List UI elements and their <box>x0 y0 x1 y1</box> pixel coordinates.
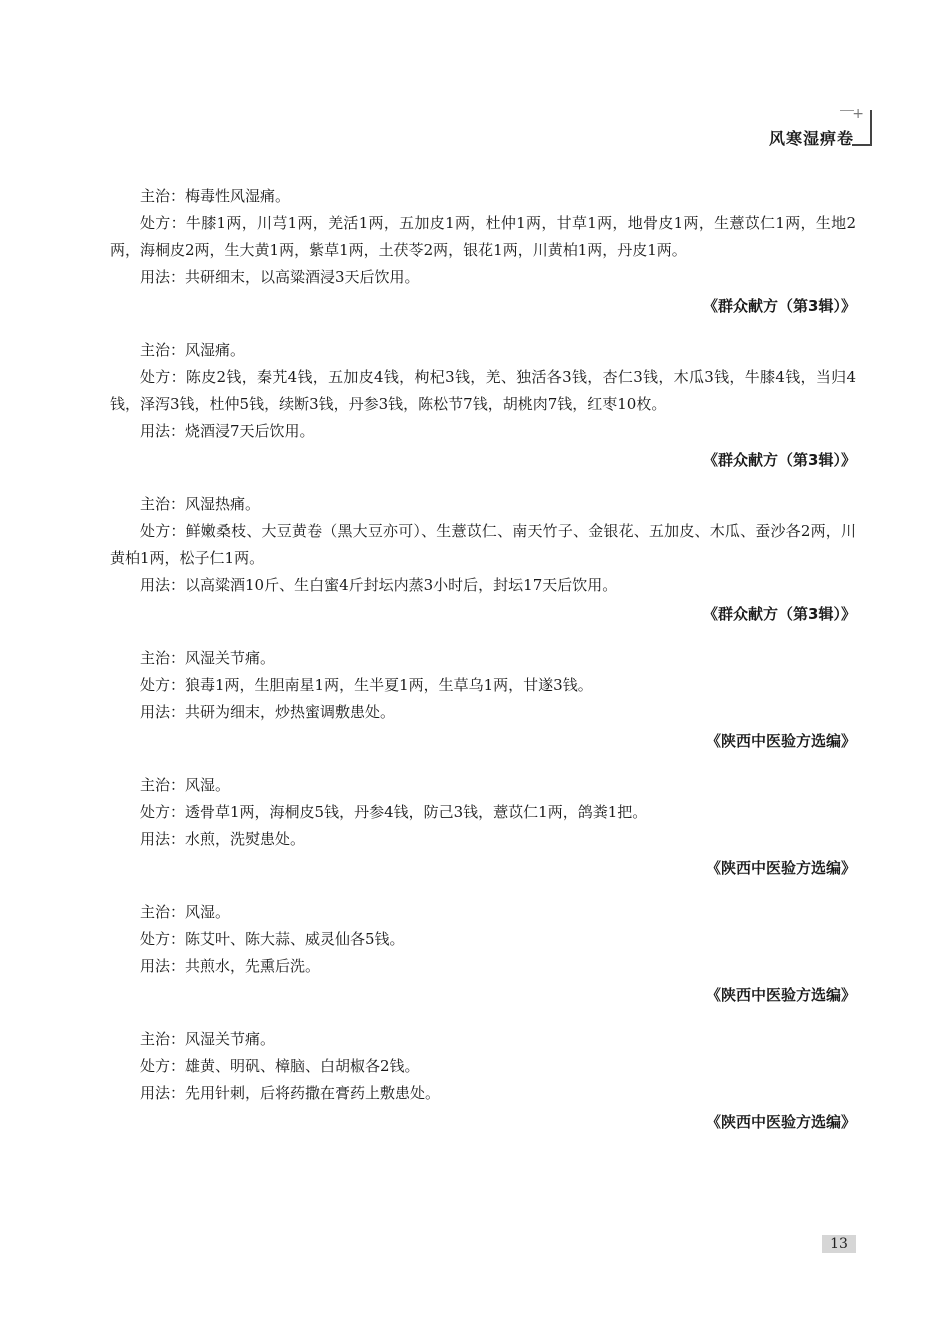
prescription-line: 处方：陈艾叶、陈大蒜、威灵仙各5钱。 <box>140 930 405 948</box>
indication-line: 主治：梅毒性风湿痛。 <box>140 187 291 205</box>
usage-line: 用法：以高粱酒10斤、生白蜜4斤封坛内蒸3小时后，封坛17天后饮用。 <box>140 576 618 594</box>
source-citation: 《陕西中医验方选编》 <box>705 986 856 1004</box>
source-citation: 《陕西中医验方选编》 <box>705 859 856 877</box>
running-header <box>672 106 872 148</box>
indication-line: 主治：风湿热痛。 <box>140 495 261 513</box>
prescription-line: 处方：透骨草1两，海桐皮5钱，丹参4钱，防己3钱，薏苡仁1两，鸽粪1把。 <box>140 803 648 821</box>
usage-line: 用法：共研细末，以高粱酒浸3天后饮用。 <box>140 268 420 286</box>
prescription-entry <box>110 491 856 627</box>
prescription-line: 处方：牛膝1两，川芎1两，羌活1两，五加皮1两，杜仲1两，甘草1两，地骨皮1两，生薏苡仁1两，生地2两，海桐皮2两，生大黄1两，紫草1两，土茯苓2两，银花1两，川黄柏1两，丹皮1两。 <box>110 214 856 259</box>
indication-line: 主治：风湿关节痛。 <box>140 1030 276 1048</box>
indication-line: 主治：风湿关节痛。 <box>140 649 276 667</box>
usage-line: 用法：烧酒浸7天后饮用。 <box>140 422 315 440</box>
source-citation: 《陕西中医验方选编》 <box>705 732 856 750</box>
prescription-entry <box>110 337 856 473</box>
prescription-line: 处方：雄黄、明矾、樟脑、白胡椒各2钱。 <box>140 1057 420 1075</box>
section-title: 风寒湿痹卷 <box>768 129 854 148</box>
prescription-line: 处方：狼毒1两，生胆南星1两，生半夏1两，生草乌1两，甘遂3钱。 <box>140 676 593 694</box>
prescription-entry <box>110 1026 856 1135</box>
source-citation: 《群众献方（第3辑）》 <box>703 451 856 469</box>
usage-line: 用法：水煎，洗熨患处。 <box>140 830 306 848</box>
prescription-entry <box>110 183 856 319</box>
page-body <box>110 183 856 1153</box>
corner-bracket-icon <box>852 106 872 146</box>
source-citation: 《群众献方（第3辑）》 <box>703 605 856 623</box>
source-citation: 《陕西中医验方选编》 <box>705 1113 856 1131</box>
prescription-entry <box>110 899 856 1008</box>
prescription-entry <box>110 772 856 881</box>
source-citation: 《群众献方（第3辑）》 <box>703 297 856 315</box>
usage-line: 用法：先用针刺，后将药撒在膏药上敷患处。 <box>140 1084 441 1102</box>
page-number: 13 <box>822 1235 856 1253</box>
prescription-line: 处方：陈皮2钱，秦艽4钱，五加皮4钱，枸杞3钱，羌、独活各3钱，杏仁3钱，木瓜3钱，牛膝4钱，当归4钱，泽泻3钱，杜仲5钱，续断3钱，丹参3钱，陈松节7钱，胡桃肉7钱，红枣10枚。 <box>110 368 856 413</box>
indication-line: 主治：风湿。 <box>140 903 231 921</box>
plus-icon: + <box>852 106 864 122</box>
usage-line: 用法：共煎水，先熏后洗。 <box>140 957 321 975</box>
indication-line: 主治：风湿。 <box>140 776 231 794</box>
indication-line: 主治：风湿痛。 <box>140 341 246 359</box>
prescription-entry <box>110 645 856 754</box>
usage-line: 用法：共研为细末，炒热蜜调敷患处。 <box>140 703 396 721</box>
prescription-line: 处方：鲜嫩桑枝、大豆黄卷（黑大豆亦可）、生薏苡仁、南天竹子、金银花、五加皮、木瓜、蚕沙各2两，川黄柏1两，松子仁1两。 <box>110 522 856 567</box>
